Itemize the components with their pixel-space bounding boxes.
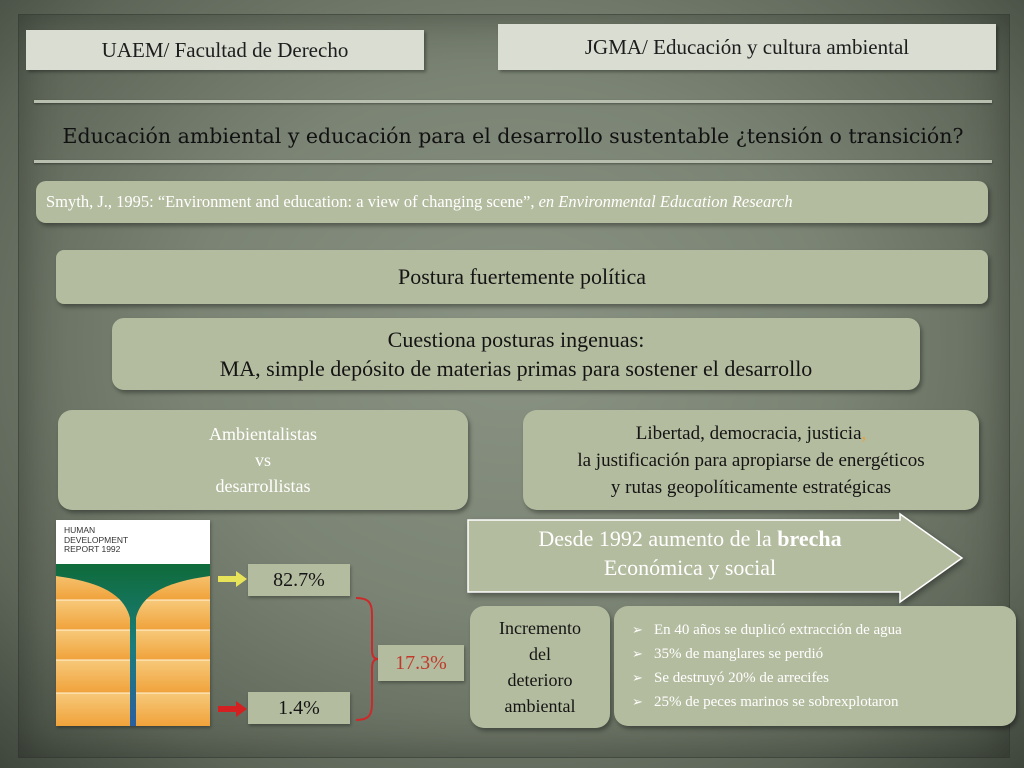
- fact-item: [632, 690, 902, 714]
- slide-title: Educación ambiental y educación para el desarrollo sustentable ¿tensión o transición?: [62, 124, 964, 148]
- stat-bottom-value: 1.4%: [278, 696, 320, 719]
- libertad-line-2: la justificación para apropiarse de energéticos: [577, 449, 925, 471]
- header-right-text: JGMA/ Educación y cultura ambiental: [584, 34, 910, 59]
- brecha-line-1-pre: Desde 1992 aumento de la: [538, 526, 778, 551]
- stat-top-box: [248, 564, 350, 596]
- libertad-line-1: Libertad, democracia, justicia: [635, 422, 862, 444]
- arrow-bullet-icon: ➢: [632, 646, 643, 661]
- brecha-line-2: Económica y social: [603, 555, 777, 580]
- reference-journal: en Environmental Education Research: [538, 192, 793, 211]
- ambientalistas-line-2: vs: [254, 450, 271, 470]
- arrow-bullet-icon: ➢: [632, 694, 643, 709]
- top-divider: [34, 100, 992, 103]
- libertad-comma: ,: [861, 422, 867, 444]
- report-title-line-2: DEVELOPMENT: [64, 534, 129, 545]
- fact-item: [632, 666, 902, 690]
- ambientalistas-line-1: Ambientalistas: [209, 424, 317, 444]
- report-cover-image: [56, 520, 210, 726]
- postura-text: Postura fuertemente política: [397, 264, 647, 289]
- fact-text: 35% de manglares se perdió: [654, 646, 824, 662]
- up-arrow-icon: [218, 570, 248, 588]
- reference-text: Smyth, J., 1995: “Environment and education: a view of changing scene”,: [46, 192, 539, 211]
- header-right-tag: [498, 24, 996, 70]
- title-divider: [34, 160, 992, 163]
- postura-box: [56, 250, 988, 304]
- header-left-text: UAEM/ Facultad de Derecho: [101, 37, 349, 62]
- gap-value: 17.3%: [395, 651, 447, 674]
- report-title-line-1: HUMAN: [64, 525, 96, 535]
- arrow-bullet-icon: ➢: [632, 670, 643, 685]
- stat-bottom-box: [248, 692, 350, 724]
- facts-box: [614, 606, 1016, 726]
- champagne-glass-graphic: [56, 520, 210, 726]
- libertad-box: [523, 410, 979, 510]
- incremento-box: [470, 606, 610, 728]
- cuestiona-line-1: Cuestiona posturas ingenuas:: [387, 327, 645, 352]
- cuestiona-box: [112, 318, 920, 390]
- incremento-line-2: del: [529, 644, 551, 664]
- report-title-line-3: REPORT 1992: [64, 544, 121, 554]
- fact-text: En 40 años se duplicó extracción de agua: [654, 622, 902, 638]
- brecha-arrow-text: [470, 524, 910, 582]
- fact-item: [632, 618, 902, 642]
- facts-list: [632, 618, 902, 714]
- brecha-line-1-bold: brecha: [777, 526, 842, 551]
- fact-text: Se destruyó 20% de arrecifes: [654, 670, 829, 686]
- libertad-line-3: y rutas geopolíticamente estratégicas: [610, 476, 892, 498]
- arrow-bullet-icon: ➢: [632, 622, 643, 637]
- header-left-tag: [26, 30, 424, 70]
- incremento-line-4: ambiental: [504, 696, 576, 716]
- bracket-icon: [354, 596, 380, 722]
- stat-top-value: 82.7%: [273, 568, 325, 591]
- cuestiona-line-2: MA, simple depósito de materias primas para sostener el desarrollo: [219, 356, 813, 381]
- reference-box: [36, 181, 988, 223]
- fact-item: [632, 642, 902, 666]
- down-arrow-icon: [218, 700, 248, 718]
- brecha-line-1: [470, 524, 910, 553]
- incremento-line-3: deterioro: [507, 670, 573, 690]
- fact-text: 25% de peces marinos se sobrexplotaron: [654, 694, 899, 710]
- ambientalistas-box: [58, 410, 468, 510]
- gap-box: [378, 645, 464, 681]
- ambientalistas-line-3: desarrollistas: [215, 476, 311, 496]
- libertad-line-1-wrap: [636, 420, 867, 447]
- incremento-line-1: Incremento: [499, 618, 581, 638]
